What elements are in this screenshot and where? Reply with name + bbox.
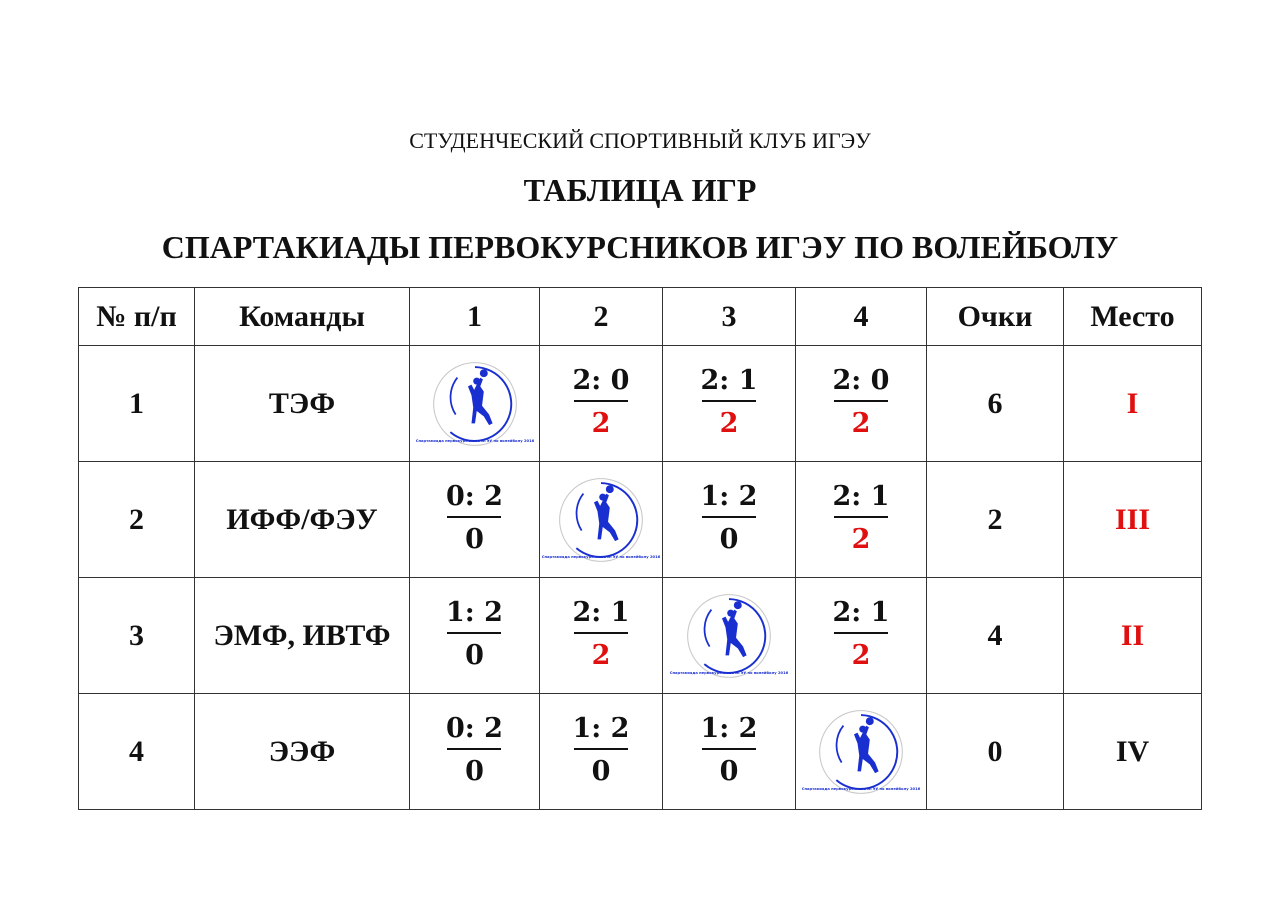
row-number: 4 — [79, 694, 195, 810]
team-place: I — [1064, 346, 1202, 462]
row-number: 3 — [79, 578, 195, 694]
col-header-team-2: 2 — [540, 288, 663, 346]
set-score: 1: 2 — [700, 713, 758, 744]
set-score: 1: 2 — [700, 481, 758, 512]
page-subtitle: СПАРТАКИАДЫ ПЕРВОКУРСНИКОВ ИГЭУ ПО ВОЛЕЙБОЛУ — [161, 229, 1119, 265]
match-result-cell — [663, 462, 796, 578]
match-score — [831, 483, 892, 553]
col-header-team-4: 4 — [796, 288, 927, 346]
col-header-number: № п/п — [79, 288, 195, 346]
table-row — [79, 578, 1202, 694]
match-score — [699, 715, 760, 785]
volleyball-player-logo-icon — [415, 360, 534, 448]
match-result-cell — [540, 578, 663, 694]
volleyball-player-logo-icon — [541, 476, 661, 564]
match-result-cell — [796, 462, 927, 578]
set-score: 2: 1 — [832, 481, 890, 512]
match-result-cell — [540, 346, 663, 462]
row-number: 1 — [79, 346, 195, 462]
team-place: II — [1064, 578, 1202, 694]
team-name: ЭМФ, ИВТФ — [195, 578, 410, 694]
diagonal-logo-cell — [796, 694, 927, 810]
match-score — [444, 715, 505, 785]
set-score: 2: 0 — [572, 365, 630, 396]
match-points: 0 — [719, 524, 739, 555]
match-result-cell — [796, 578, 927, 694]
games-table — [78, 287, 1202, 810]
set-score: 2: 1 — [832, 597, 890, 628]
row-number: 2 — [79, 462, 195, 578]
team-name: ИФФ/ФЭУ — [195, 462, 410, 578]
match-result-cell — [663, 346, 796, 462]
table-row — [79, 462, 1202, 578]
set-score: 2: 1 — [572, 597, 630, 628]
team-name: ТЭФ — [195, 346, 410, 462]
total-points: 6 — [927, 346, 1064, 462]
match-result-cell — [410, 462, 540, 578]
total-points: 0 — [927, 694, 1064, 810]
match-score — [571, 367, 632, 437]
match-points: 2 — [851, 640, 871, 671]
match-points: 2 — [851, 408, 871, 439]
match-score — [444, 599, 505, 669]
col-header-teams: Команды — [195, 288, 410, 346]
match-result-cell — [540, 694, 663, 810]
total-points: 4 — [927, 578, 1064, 694]
set-score: 2: 0 — [832, 365, 890, 396]
logo-ring-text: Спартакиада первокурсников ИГЭУ по волейболу 2016 — [415, 438, 534, 443]
logo-ring-text: Спартакиада первокурсников ИГЭУ по волейболу 2016 — [541, 554, 661, 559]
club-name: СТУДЕНЧЕСКИЙ СПОРТИВНЫЙ КЛУБ ИГЭУ — [409, 128, 871, 153]
team-name: ЭЭФ — [195, 694, 410, 810]
logo-ring-text: Спартакиада первокурсников ИГЭУ по волейболу 2016 — [669, 670, 789, 675]
set-score: 2: 1 — [700, 365, 758, 396]
match-result-cell — [663, 694, 796, 810]
match-points: 2 — [591, 408, 611, 439]
match-score — [831, 599, 892, 669]
match-points: 0 — [465, 640, 484, 671]
total-points: 2 — [927, 462, 1064, 578]
diagonal-logo-cell — [540, 462, 663, 578]
col-header-place: Место — [1064, 288, 1202, 346]
match-score — [571, 599, 632, 669]
match-points: 0 — [465, 756, 484, 787]
table-row — [79, 694, 1202, 810]
col-header-team-1: 1 — [410, 288, 540, 346]
match-points: 2 — [719, 408, 739, 439]
table-header-row — [79, 288, 1202, 346]
match-points: 0 — [719, 756, 739, 787]
match-score — [444, 483, 505, 553]
match-points: 2 — [591, 640, 611, 671]
set-score: 0: 2 — [446, 481, 503, 512]
col-header-points: Очки — [927, 288, 1064, 346]
team-place: III — [1064, 462, 1202, 578]
set-score: 1: 2 — [446, 597, 503, 628]
match-points: 0 — [591, 756, 611, 787]
table-row — [79, 346, 1202, 462]
col-header-team-3: 3 — [663, 288, 796, 346]
diagonal-logo-cell — [410, 346, 540, 462]
volleyball-player-logo-icon — [669, 592, 789, 680]
diagonal-logo-cell — [663, 578, 796, 694]
team-place: IV — [1064, 694, 1202, 810]
match-score — [571, 715, 632, 785]
match-result-cell — [410, 694, 540, 810]
page-title: ТАБЛИЦА ИГР — [523, 172, 757, 208]
volleyball-player-logo-icon — [801, 708, 921, 796]
match-points: 0 — [465, 524, 484, 555]
match-score — [831, 367, 892, 437]
match-score — [699, 367, 760, 437]
set-score: 1: 2 — [572, 713, 630, 744]
logo-ring-text: Спартакиада первокурсников ИГЭУ по волейболу 2016 — [801, 786, 921, 791]
match-points: 2 — [851, 524, 871, 555]
set-score: 0: 2 — [446, 713, 503, 744]
match-result-cell — [796, 346, 927, 462]
match-score — [699, 483, 760, 553]
match-result-cell — [410, 578, 540, 694]
